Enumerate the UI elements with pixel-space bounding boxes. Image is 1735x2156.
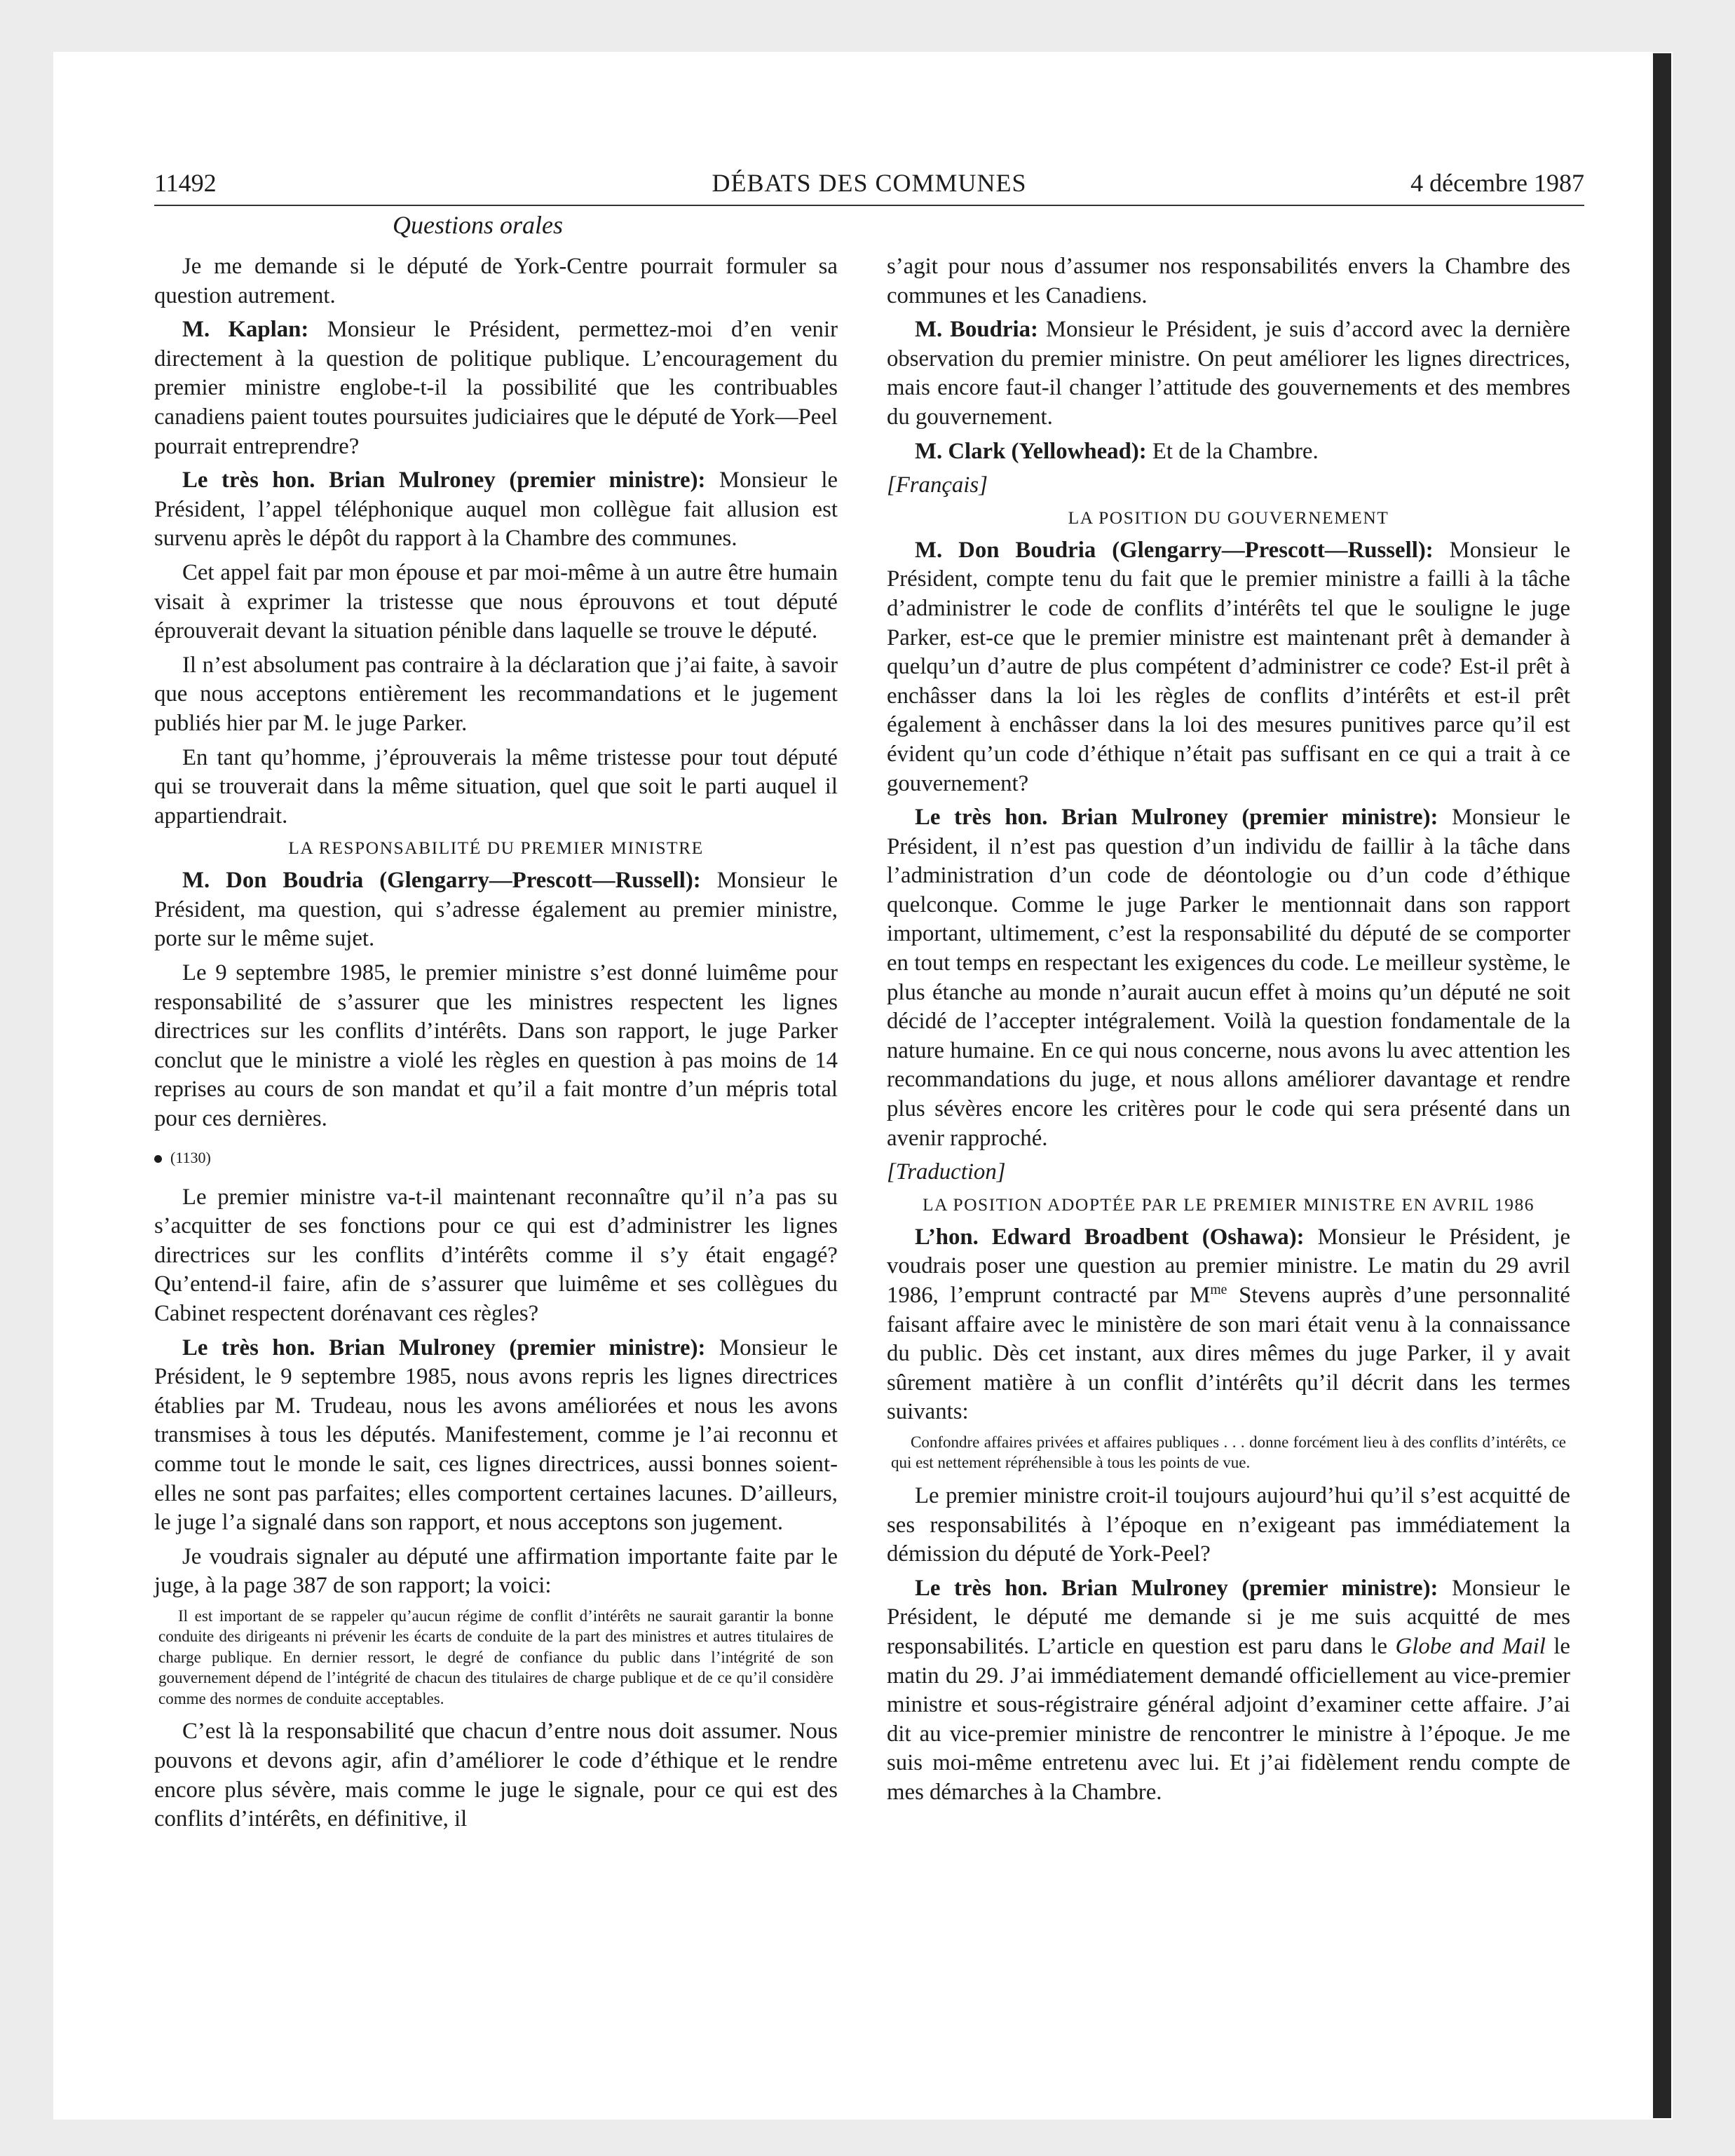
paragraph <box>154 959 838 1134</box>
paragraph <box>154 1717 838 1834</box>
speaker-name: M. Kaplan: <box>182 317 309 343</box>
right-column <box>887 252 1570 1813</box>
superscript: me <box>1210 1282 1227 1298</box>
block-quote: Il est important de se rappeler qu’aucun régime de conflit d’intérêts ne saurait garantir la bonne conduite des dirigeants ni prévenir les écarts de conduite de la part des ministres et autres titulaires de charge publique. En dernier ressort, le degré de confiance du public dans l’intégrité de son gouvernement dépend de l’intégrité de chacun des titulaires de charge publique et de ce qu’il considère comme des normes de conduite acceptables. <box>158 1606 834 1707</box>
paragraph-text: Je voudrais signaler au député une affirmation importante faite par le juge, à la page 387 de son rapport; la voici: <box>154 1543 838 1599</box>
paragraph-text: Monsieur le Président, le député me demande si je me suis acquitté de mes responsabilités. L’article en question est paru dans le <box>887 1575 1570 1659</box>
speaker-title: (premier ministre): <box>495 1335 706 1360</box>
paragraph <box>887 1223 1570 1427</box>
paragraph-text: Monsieur le Président, compte tenu du fait que le premier ministre a failli à la tâche d’administrer le code de conflits d’intérêts tel que le souligne le juge Parker, est-ce que le premier ministre est maintenant prêt à demander à quelqu’un d’autre de plus compétent d’administrer ce code? Est-il prêt à enchâsser dans la loi les règles de conflits d’intérêts et est-il prêt également à enchâsser dans la loi des mesures punitives parce qu’il est évident qu’un code d’éthique n’était pas suffisant en ce qui a trait à ce gouvernement? <box>887 537 1570 796</box>
page-number: 11492 <box>154 169 217 197</box>
paragraph <box>154 744 838 831</box>
paragraph-text: Je me demande si le député de York-Centre pourrait formuler sa question autrement. <box>154 254 838 308</box>
paragraph <box>887 803 1570 1153</box>
paragraph <box>154 252 838 311</box>
paragraph-text: Monsieur le Président, le 9 septembre 1985, nous avons repris les lignes directrices établies par M. Trudeau, nous les avons améliorées et nous les avons transmises à tous les députés. Manifestement, comme je l’ai reconnu et comme tout le monde le sait, ces lignes directrices, aussi bonnes soient-elles ne sont pas parfaites; elles comportent certaines lacunes. D’ailleurs, le juge l’a signalé dans son rapport, et nous acceptons son jugement. <box>154 1335 838 1536</box>
paragraph <box>887 437 1570 467</box>
paragraph-text: s’agit pour nous d’assumer nos responsabilités envers la Chambre des communes et les Canadiens. <box>887 254 1570 308</box>
paragraph-text: Il n’est absolument pas contraire à la déclaration que j’ai faite, à savoir que nous acceptons entièrement les recommandations et le jugement publiés hier par M. le juge Parker. <box>154 652 838 736</box>
speaker-name: Le très hon. Brian Mulroney <box>182 468 496 493</box>
bullet-icon <box>154 1155 162 1163</box>
paragraph <box>154 866 838 954</box>
paragraph-text: Stevens auprès d’une personnalité faisant affaire avec le ministère de son mari était venu à la connaissance du public. Dès cet instant, aux dires mêmes du juge Parker, il y avait sûrement matière à un conflit d’intérêts qu’il décrit dans les termes suivants: <box>887 1283 1570 1425</box>
time-marker <box>154 1144 838 1172</box>
paragraph <box>154 466 838 554</box>
paragraph <box>887 315 1570 432</box>
paragraph <box>154 651 838 739</box>
paragraph-text: Monsieur le Président, je suis d’accord avec la dernière observation du premier ministre. On peut améliorer les lignes directrices, mais encore faut-il changer l’attitude des gouvernements et des membres du gouvernement. <box>887 317 1570 430</box>
speaker-title: (premier ministre): <box>1227 805 1438 831</box>
speaker-name: M. Don Boudria (Glengarry—Prescott—Russell): <box>915 537 1434 563</box>
paragraph <box>154 1543 838 1601</box>
paragraph <box>154 315 838 461</box>
paragraph-text: En tant qu’homme, j’éprouverais la même tristesse pour tout député qui se trouverait dans la même situation, quel que soit le parti auquel il appartiendrait. <box>154 744 838 828</box>
paragraph-text: C’est là la responsabilité que chacun d’entre nous doit assumer. Nous pouvons et devons agir, afin d’améliorer le code d’éthique et le rendre encore plus sévère, mais comme le juge le signale, pour ce qui est des conflits d’intérêts, en définitive, il <box>154 1719 838 1832</box>
speaker-name: Le très hon. Brian Mulroney <box>182 1335 496 1360</box>
subject-heading: LA POSITION DU GOUVERNEMENT <box>1068 507 1389 528</box>
speaker-name: L’hon. Edward Broadbent (Oshawa): <box>915 1224 1305 1250</box>
paragraph <box>154 559 838 646</box>
language-marker: [Français] <box>887 472 988 498</box>
paragraph-text: Monsieur le Président, je voudrais poser une question au premier ministre. Le matin du 29 avril 1986, l’emprunt contracté par M <box>887 1224 1570 1308</box>
paragraph-text: Monsieur le Président, il n’est pas question d’un individu de faillir à la tâche dans l’administration d’un code de déontologie ou d’un code d’éthique quelconque. Comme le juge Parker le mentionnait dans son rapport important, ultimement, c’est la responsabilité du député de se comporter en tout temps en respectant les exigences du code. Le meilleur système, le plus étanche au monde n’aurait aucun effet à moins qu’un député ne soit décidé de l’accepter intégralement. Voilà la question fondamentale de la nature humaine. En ce qui nous concerne, nous avons lu avec attention les recommandations du juge, et nous allons améliorer davantage et rendre plus sévères encore les critères pour le code qui sera présenté dans un avenir rapproché. <box>887 805 1570 1151</box>
paragraph-text: Cet appel fait par mon épouse et par moi-même à un autre être humain visait à exprimer la tristesse que nous éprouvons et tout député éprouverait devant la situation pénible dans laquelle se trouve le député. <box>154 559 838 644</box>
paragraph-text: Monsieur le Président, l’appel téléphonique auquel mon collègue fait allusion est survenu après le dépôt du rapport à la Chambre des communes. <box>154 468 838 552</box>
block-quote: Confondre affaires privées et affaires publiques . . . donne forcément lieu à des conflits d’intérêts, ce qui est nettement répréhensible à tous les points de vue. <box>891 1433 1566 1472</box>
paragraph <box>154 1183 838 1329</box>
speaker-name: Le très hon. Brian Mulroney <box>915 805 1228 831</box>
journal-title: DÉBATS DES COMMUNES <box>712 169 1027 197</box>
subject-heading: LA RESPONSABILITÉ DU PREMIER MINISTRE <box>288 838 704 859</box>
speaker-name: M. Boudria: <box>915 317 1038 343</box>
speaker-title: (premier ministre): <box>495 468 706 493</box>
speaker-name: M. Don Boudria (Glengarry—Prescott—Russell): <box>182 868 701 894</box>
paragraph <box>887 1482 1570 1569</box>
speaker-title: (premier ministre): <box>1227 1575 1438 1601</box>
subject-heading: LA POSITION ADOPTÉE PAR LE PREMIER MINISTRE EN AVRIL 1986 <box>923 1194 1535 1215</box>
publication-title: Globe and Mail <box>1395 1633 1546 1659</box>
paragraph <box>887 536 1570 798</box>
scan-edge-shadow <box>1653 53 1671 2118</box>
language-marker: [Traduction] <box>887 1159 1006 1185</box>
paragraph-text: Le premier ministre va-t-il maintenant reconnaître qu’il n’a pas su s’acquitter de ses fonctions pour ce qui est d’administrer les lignes directrices sur les conflits d’intérêts comme il s’y était engagé? Qu’entend-il faire, afin de s’assurer que luimême et ses collègues du Cabinet respectent dorénavant ces règles? <box>154 1184 838 1326</box>
paragraph <box>887 1574 1570 1808</box>
running-header <box>154 163 1584 206</box>
issue-date: 4 décembre 1987 <box>1410 169 1584 197</box>
left-column <box>154 252 838 1839</box>
paragraph-text: le matin du 29. J’ai immédiatement demandé officiellement au vice-premier ministre et sous-régistraire général adjoint d’examiner cette affaire. J’ai dit au vice-premier ministre de rencontrer le ministre à l’époque. Je me suis moi-même entretenu avec lui. Et j’ai fidèlement rendu compte de mes démarches à la Chambre. <box>887 1633 1570 1805</box>
paragraph-text: Le 9 septembre 1985, le premier ministre s’est donné luimême pour responsabilité de s’assurer que les ministres respectent les lignes directrices sur les conflits d’intérêts. Dans son rapport, le juge Parker conclut que le ministre a violé les règles en question à pas moins de 14 reprises au cours de son mandat et qu’il a fait montre d’un mépris total pour ces dernières. <box>154 960 838 1132</box>
paragraph <box>154 1334 838 1538</box>
paragraph-text: Monsieur le Président, ma question, qui s’adresse également au premier ministre, porte sur le même sujet. <box>154 868 838 952</box>
paragraph-text: Le premier ministre croit-il toujours aujourd’hui qu’il s’est acquitté de ses responsabilités à l’époque en n’exigeant pas immédiatement la démission du député de York-Peel? <box>887 1482 1570 1567</box>
paragraph-text: Et de la Chambre. <box>1146 438 1319 464</box>
speaker-name: Le très hon. Brian Mulroney <box>915 1575 1228 1601</box>
speaker-name: M. Clark (Yellowhead): <box>915 438 1147 464</box>
time-marker-text: (1130) <box>170 1148 211 1166</box>
paragraph <box>887 252 1570 311</box>
section-label: Questions orales <box>393 211 563 239</box>
paragraph-text: Monsieur le Président, permettez-moi d’en venir directement à la question de politique publique. L’encouragement du premier ministre englobe-t-il la possibilité que les contribuables canadiens paient toutes poursuites judiciaires que le député de York—Peel pourrait entreprendre? <box>154 317 838 459</box>
